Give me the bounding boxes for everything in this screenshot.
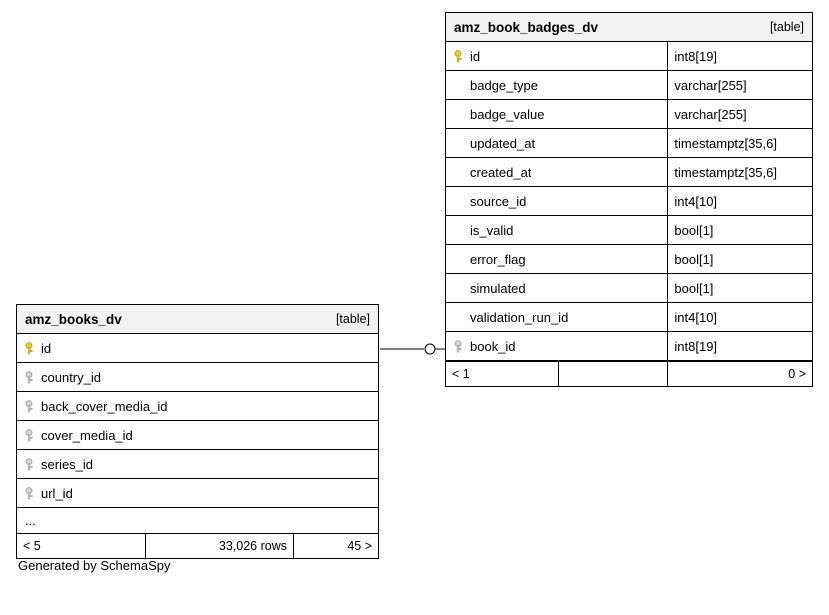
column-name-cell xyxy=(446,100,667,128)
column-label: cover_media_id xyxy=(41,427,133,443)
table-row[interactable] xyxy=(446,187,812,216)
table-title-badges: amz_book_badges_dv xyxy=(454,19,599,35)
footer-next-link[interactable]: 45 > xyxy=(293,534,378,558)
column-name-cell xyxy=(17,392,378,420)
foreign-key-icon xyxy=(25,400,41,413)
column-type-cell: int8[19] xyxy=(667,332,812,360)
column-type-cell: bool[1] xyxy=(667,274,812,302)
foreign-key-icon xyxy=(454,340,470,353)
table-row[interactable] xyxy=(446,332,812,361)
column-name-cell xyxy=(17,479,378,507)
column-type-cell: timestamptz[35,6] xyxy=(667,158,812,186)
table-row[interactable] xyxy=(446,100,812,129)
column-label: id xyxy=(41,340,52,356)
column-name-cell xyxy=(446,129,667,157)
column-type-cell: int4[10] xyxy=(667,187,812,215)
table-amz-book-badges-dv[interactable] xyxy=(445,12,813,387)
table-row[interactable] xyxy=(446,274,812,303)
column-label: back_cover_media_id xyxy=(41,398,168,414)
column-name-cell xyxy=(446,274,667,302)
column-type-cell: timestamptz[35,6] xyxy=(667,129,812,157)
table-row[interactable] xyxy=(17,334,378,363)
column-label: id xyxy=(470,48,481,64)
column-name-cell xyxy=(446,303,667,331)
table-title-books: amz_books_dv xyxy=(25,311,122,327)
table-tag-books: [table] xyxy=(335,312,370,326)
column-label: validation_run_id xyxy=(470,309,569,325)
more-columns-indicator: ... xyxy=(25,513,36,528)
primary-key-icon xyxy=(25,342,41,355)
column-label: badge_value xyxy=(470,106,545,122)
column-name-cell xyxy=(17,450,378,478)
table-amz-books-dv[interactable] xyxy=(16,304,379,559)
diagram-caption: Generated by SchemaSpy xyxy=(18,558,171,573)
table-footer-badges xyxy=(446,361,812,386)
table-row[interactable] xyxy=(446,71,812,100)
foreign-key-icon xyxy=(25,429,41,442)
column-type-cell: int8[19] xyxy=(667,42,812,70)
column-name-cell xyxy=(446,158,667,186)
column-name-cell xyxy=(446,42,667,70)
column-label: is_valid xyxy=(470,222,514,238)
column-type-cell: bool[1] xyxy=(667,216,812,244)
footer-row-count: 33,026 rows xyxy=(145,534,293,558)
table-row[interactable] xyxy=(446,216,812,245)
column-type-cell: int4[10] xyxy=(667,303,812,331)
foreign-key-icon xyxy=(25,371,41,384)
column-name-cell xyxy=(17,363,378,391)
column-name-cell xyxy=(17,334,378,362)
column-type-cell: varchar[255] xyxy=(667,100,812,128)
table-row[interactable] xyxy=(17,479,378,508)
column-label: book_id xyxy=(470,338,516,354)
column-label: source_id xyxy=(470,193,527,209)
table-row[interactable] xyxy=(17,421,378,450)
table-row[interactable] xyxy=(446,129,812,158)
table-header-books xyxy=(17,305,378,334)
column-label: error_flag xyxy=(470,251,526,267)
table-row[interactable] xyxy=(446,303,812,332)
footer-prev-link[interactable]: < 1 xyxy=(452,367,470,381)
column-label: url_id xyxy=(41,485,73,501)
column-label: country_id xyxy=(41,369,101,385)
column-type-cell: bool[1] xyxy=(667,245,812,273)
foreign-key-icon xyxy=(25,458,41,471)
table-row[interactable] xyxy=(17,392,378,421)
table-tag-badges: [table] xyxy=(769,20,804,34)
table-row[interactable] xyxy=(446,42,812,71)
table-row[interactable] xyxy=(17,363,378,392)
table-footer-books xyxy=(17,533,378,558)
footer-prev-link[interactable]: < 5 xyxy=(23,539,41,553)
primary-key-icon xyxy=(454,50,470,63)
table-row[interactable] xyxy=(17,450,378,479)
table-row[interactable] xyxy=(446,158,812,187)
table-row[interactable] xyxy=(446,245,812,274)
column-label: series_id xyxy=(41,456,94,472)
footer-row-count xyxy=(558,362,668,386)
column-label: updated_at xyxy=(470,135,536,151)
foreign-key-icon xyxy=(25,487,41,500)
column-label: simulated xyxy=(470,280,526,296)
column-label: badge_type xyxy=(470,77,538,93)
column-label: created_at xyxy=(470,164,532,180)
column-name-cell xyxy=(446,216,667,244)
column-name-cell xyxy=(446,71,667,99)
table-header-badges xyxy=(446,13,812,42)
column-name-cell xyxy=(446,332,667,360)
footer-next-link[interactable]: 0 > xyxy=(667,362,812,386)
column-name-cell xyxy=(17,421,378,449)
column-type-cell: varchar[255] xyxy=(667,71,812,99)
column-name-cell xyxy=(446,245,667,273)
column-name-cell xyxy=(446,187,667,215)
